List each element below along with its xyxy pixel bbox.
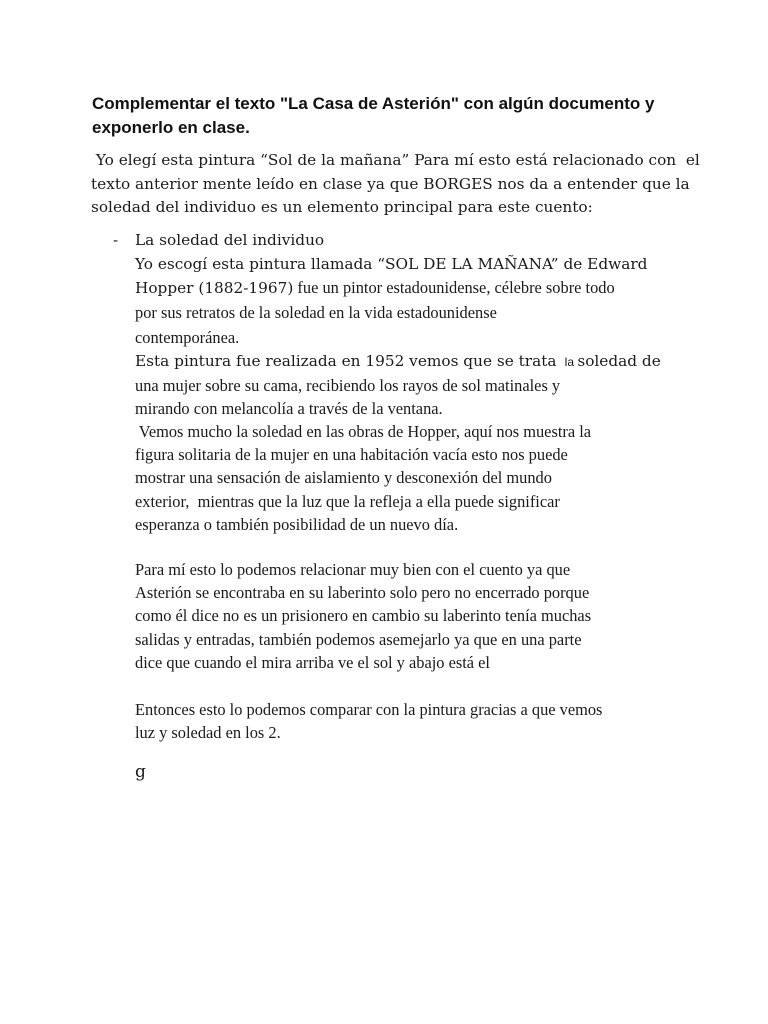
- paragraph-line: contemporánea.: [135, 327, 240, 347]
- intro-line: soledad del individuo es un elemento principal para este cuento:: [91, 198, 593, 216]
- text-run: fue un pintor estadounidense, célebre sobre todo: [293, 278, 615, 297]
- paragraph-line: Asterión se encontraba en su laberinto solo pero no encerrado porque: [135, 583, 590, 603]
- document-title: [92, 92, 712, 140]
- paragraph-line: salidas y entradas, también podemos asemejarlo ya que en una parte: [135, 629, 582, 649]
- paragraph-line: exterior, mientras que la luz que la refleja a ella puede significar: [135, 491, 560, 511]
- paragraph-line: esperanza o también posibilidad de un nuevo día.: [135, 514, 459, 534]
- paragraph-hopper-works: [135, 420, 695, 536]
- paragraph-line: Entonces esto lo podemos comparar con la pintura gracias a que vemos: [135, 700, 603, 720]
- paragraph-line: Vemos mucho la soledad en las obras de Hopper, aquí nos muestra la: [135, 422, 592, 441]
- bullet-marker: -: [113, 231, 119, 249]
- intro-line: texto anterior mente leído en clase ya que BORGES nos da a entender que la: [91, 174, 690, 193]
- stray-character: g: [135, 762, 146, 782]
- text-run: Esta pintura fue realizada en 1952 vemos que se trata: [135, 351, 562, 370]
- paragraph-gap: [135, 674, 695, 698]
- paragraph-asterion: [135, 558, 695, 674]
- paragraph-line: [135, 276, 695, 301]
- text-run: la: [561, 354, 578, 369]
- paragraph-line: Yo escogí esta pintura llamada “SOL DE LA MAÑANA” de Edward: [135, 254, 648, 273]
- title-line: exponerlo en clase.: [92, 118, 250, 137]
- bullet-heading: [135, 229, 695, 253]
- paragraph-painting: [135, 350, 695, 421]
- paragraph-line: dice que cuando el mira arriba ve el sol y abajo está el: [135, 652, 490, 672]
- bullet-heading-text: La soledad del individuo: [135, 231, 325, 249]
- paragraph-line: figura solitaria de la mujer en una habitación vacía esto nos puede: [135, 445, 568, 465]
- text-run: Hopper (1882-1967): [135, 279, 294, 297]
- title-line: Complementar el texto "La Casa de Asterión" con algún documento y: [92, 94, 655, 113]
- paragraph-line: por sus retratos de la soledad en la vida estadounidense: [135, 302, 497, 322]
- paragraph-hopper-intro: [135, 253, 695, 350]
- paragraph-line: una mujer sobre su cama, recibiendo los rayos de sol matinales y: [135, 376, 561, 395]
- paragraph-line: mirando con melancolía a través de la ventana.: [135, 399, 443, 418]
- paragraph-conclusion: [135, 698, 695, 744]
- intro-paragraph: [91, 149, 700, 220]
- paragraph-line: Para mí esto lo podemos relacionar muy bien con el cuento ya que: [135, 560, 571, 580]
- paragraph-line: [135, 350, 695, 375]
- paragraph-gap: [135, 536, 695, 558]
- paragraph-line: como él dice no es un prisionero en cambio su laberinto tenía muchas: [135, 606, 592, 626]
- paragraph-line: luz y soledad en los 2.: [135, 723, 281, 743]
- paragraph-line: mostrar una sensación de aislamiento y desconexión del mundo: [135, 468, 552, 488]
- bullet-body: [135, 229, 695, 744]
- intro-line: Yo elegí esta pintura “Sol de la mañana” Para mí esto está relacionado con el: [91, 151, 700, 169]
- text-run: soledad de: [577, 351, 661, 370]
